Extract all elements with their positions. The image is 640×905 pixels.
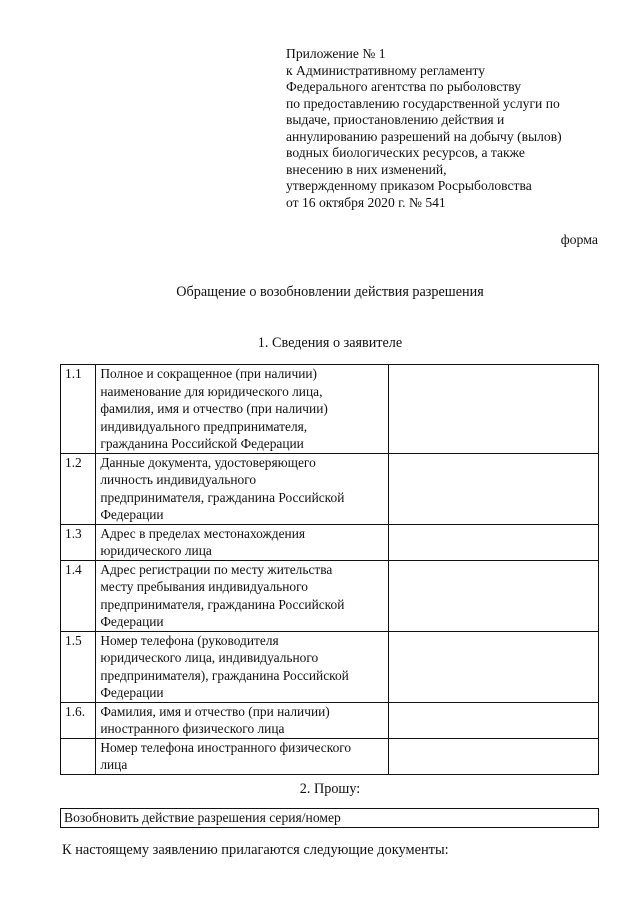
row-value-field[interactable]	[389, 524, 599, 560]
row-number: 1.4	[61, 560, 96, 631]
request-text: Возобновить действие разрешения серия/номер	[64, 810, 341, 825]
appendix-line: водных биологических ресурсов, а также	[286, 145, 525, 160]
appendix-line: утвержденному приказом Росрыболовства	[286, 178, 532, 193]
row-label-line: Адрес регистрации по месту жительства	[100, 561, 333, 577]
row-number: 1.5	[61, 631, 96, 702]
row-label-line: Федерации	[100, 614, 164, 629]
applicant-info-table	[60, 364, 599, 775]
row-number: 1.2	[61, 453, 96, 524]
table-row	[61, 560, 599, 631]
row-label	[96, 524, 389, 560]
row-label-line: индивидуального предпринимателя,	[100, 418, 308, 434]
row-label-line: месту пребывания индивидуального	[100, 579, 308, 594]
row-value-field[interactable]	[389, 453, 599, 524]
row-label-line: Федерации	[100, 507, 164, 522]
row-label-line: Федерации	[100, 685, 164, 700]
row-label-line: фамилия, имя и отчество (при наличии)	[100, 401, 328, 416]
appendix-line: по предоставлению государственной услуги по	[286, 95, 560, 111]
row-label-line: юридического лица, индивидуального	[100, 650, 319, 665]
row-number: 1.6.	[61, 702, 96, 738]
row-value-field[interactable]	[389, 738, 599, 774]
row-label-line: иностранного физического лица	[100, 721, 285, 736]
section-request-title: 2. Прошу:	[299, 781, 361, 797]
row-number: 1.1	[61, 365, 96, 454]
table-row	[61, 365, 599, 454]
form-label: форма	[560, 232, 598, 247]
appendix-line: Федерального агентства по рыболовству	[286, 79, 522, 94]
row-label-line: предпринимателя), гражданина Российской	[100, 667, 349, 683]
table-row	[61, 738, 599, 774]
row-value-field[interactable]	[389, 560, 599, 631]
appendix-line: Приложение № 1	[286, 46, 386, 61]
appendix-line: выдаче, приостановлению действия и	[286, 112, 505, 127]
row-label-line: Номер телефона иностранного физического	[100, 739, 352, 755]
section-applicant-title: 1. Сведения о заявителе	[257, 335, 403, 351]
row-label-line: личность индивидуального	[100, 472, 257, 487]
row-label-line: Данные документа, удостоверяющего	[100, 454, 316, 470]
request-box	[60, 808, 599, 828]
row-label-line: Адрес в пределах местонахождения	[100, 525, 306, 541]
row-label-line: гражданина Российской Федерации	[100, 436, 304, 451]
row-label	[96, 453, 389, 524]
table-row	[61, 631, 599, 702]
row-label-line: предпринимателя, гражданина Российской	[100, 489, 345, 505]
appendix-line: внесению в них изменений,	[286, 161, 447, 177]
row-label-line: наименование для юридического лица,	[100, 383, 323, 399]
row-value-field[interactable]	[389, 702, 599, 738]
appendix-header	[286, 46, 586, 211]
row-label-line: Полное и сокращенное (при наличии)	[100, 366, 317, 381]
row-label-line: лица	[100, 757, 128, 772]
row-label-line: юридического лица	[100, 543, 212, 558]
row-value-field[interactable]	[389, 631, 599, 702]
row-label-line: предпринимателя, гражданина Российской	[100, 596, 345, 612]
appendix-line: аннулированию разрешений на добычу (вылов)	[286, 128, 562, 144]
table-row	[61, 702, 599, 738]
row-label-line: Номер телефона (руководителя	[100, 632, 279, 648]
row-number: 1.3	[61, 524, 96, 560]
row-label-line: Фамилия, имя и отчество (при наличии)	[100, 703, 330, 719]
row-number	[61, 738, 96, 774]
appendix-line: к Административному регламенту	[286, 62, 486, 78]
document-title: Обращение о возобновлении действия разрешения	[176, 284, 484, 300]
table-row	[61, 453, 599, 524]
attachments-text: К настоящему заявлению прилагаются следующие документы:	[62, 842, 449, 858]
row-label	[96, 560, 389, 631]
row-label	[96, 365, 389, 454]
row-label	[96, 631, 389, 702]
row-label	[96, 702, 389, 738]
appendix-line: от 16 октября 2020 г. № 541	[286, 194, 446, 210]
row-label	[96, 738, 389, 774]
table-row	[61, 524, 599, 560]
row-value-field[interactable]	[389, 365, 599, 454]
